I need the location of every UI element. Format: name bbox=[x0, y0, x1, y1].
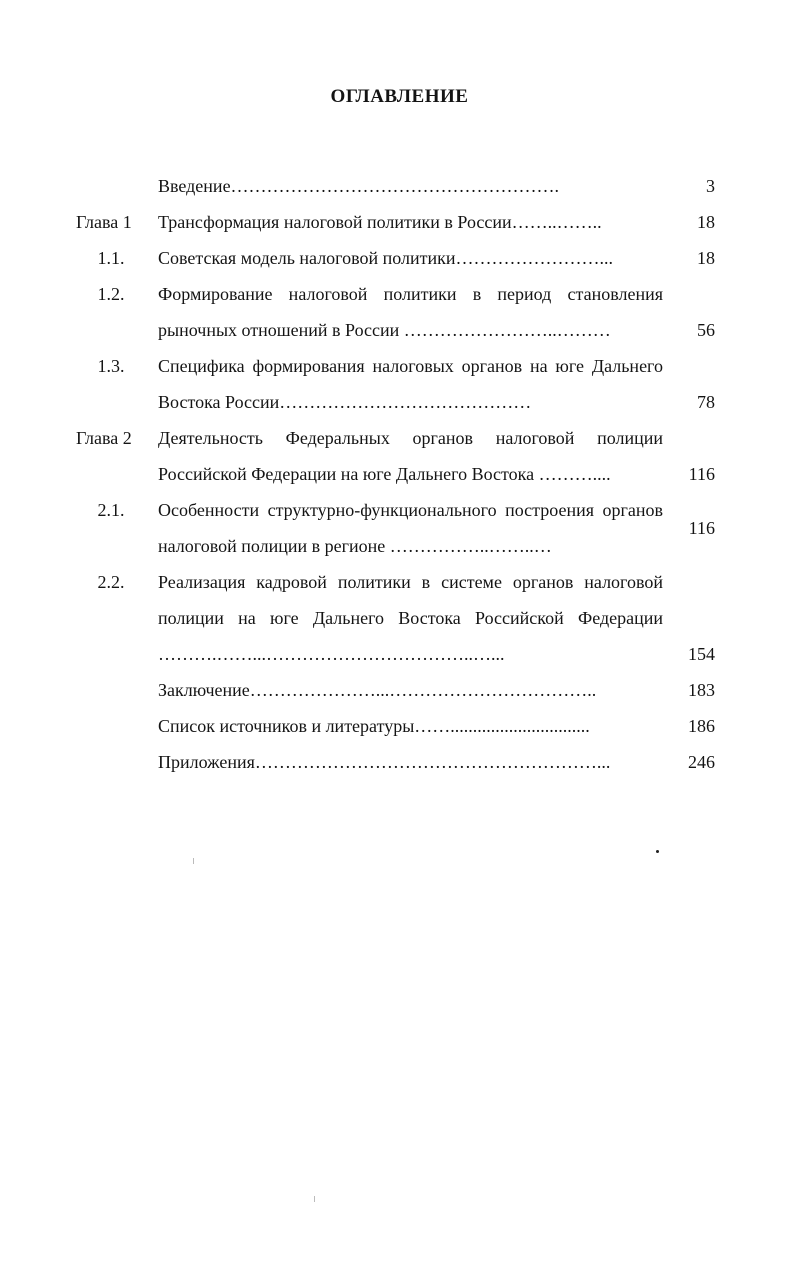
scan-speck bbox=[193, 858, 194, 864]
toc-entry-title: Список источников и литературы……............................... bbox=[158, 716, 590, 736]
toc-entry-section-1-1 bbox=[70, 240, 720, 276]
toc-entry-conclusion bbox=[70, 672, 720, 708]
toc-entry-title: Советская модель налоговой политики……………………... bbox=[158, 248, 614, 268]
page-title: ОГЛАВЛЕНИЕ bbox=[330, 86, 469, 107]
toc-entry-number bbox=[70, 672, 158, 708]
toc-entry-chapter-1 bbox=[70, 204, 720, 240]
toc-entry-number bbox=[70, 708, 158, 744]
toc-entry-page: 246 bbox=[688, 752, 715, 772]
toc-entry-number: 1.1. bbox=[97, 248, 125, 268]
toc-entry-introduction bbox=[70, 168, 720, 204]
toc-entry-section-1-3 bbox=[70, 348, 720, 420]
toc-entry-number: Глава 1 bbox=[76, 212, 132, 232]
toc-entry-title: Трансформация налоговой политики в России……..…….. bbox=[158, 212, 602, 232]
scan-speck bbox=[314, 1196, 315, 1202]
toc-entry-page: 18 bbox=[697, 212, 715, 232]
toc-entry-page: 116 bbox=[688, 518, 715, 538]
toc-entry-title: Приложения…………………………………………………... bbox=[158, 752, 611, 772]
toc-entry-page: 116 bbox=[688, 464, 715, 484]
toc-entry-title: Реализация кадровой политики в системе органов налоговой полиции на юге Дальнего Востока Российской Федерации ……….……...……………………………..…... bbox=[158, 572, 663, 664]
toc-entry-page: 154 bbox=[688, 644, 715, 664]
toc-entry-title: Особенности структурно-функционального построения органов налоговой полиции в регионе ……………..……..… bbox=[158, 500, 663, 556]
toc-entry-section-2-1 bbox=[70, 492, 720, 564]
toc-entry-page: 186 bbox=[688, 716, 715, 736]
toc-entry-page: 3 bbox=[706, 176, 715, 196]
toc-entry-number bbox=[70, 168, 158, 204]
toc-entry-number bbox=[70, 744, 158, 780]
toc-entry-page: 18 bbox=[697, 248, 715, 268]
toc-entry-section-2-2 bbox=[70, 564, 720, 672]
table-of-contents bbox=[70, 168, 720, 780]
scan-speck bbox=[656, 850, 659, 853]
toc-entry-title: Деятельность Федеральных органов налоговой полиции Российской Федерации на юге Дальнего Востока ……….... bbox=[158, 428, 663, 484]
toc-entry-title: Заключение…………………...…………………………….. bbox=[158, 680, 597, 700]
toc-entry-title: Формирование налоговой политики в период становления рыночных отношений в России ……………………..……… bbox=[158, 284, 663, 340]
toc-entry-chapter-2 bbox=[70, 420, 720, 492]
toc-entry-sources bbox=[70, 708, 720, 744]
toc-entry-section-1-2 bbox=[70, 276, 720, 348]
toc-entry-appendices bbox=[70, 744, 720, 780]
toc-entry-number: Глава 2 bbox=[76, 428, 132, 448]
toc-entry-number: 2.1. bbox=[97, 500, 125, 520]
toc-entry-page: 56 bbox=[697, 320, 715, 340]
toc-entry-number: 1.3. bbox=[97, 356, 125, 376]
toc-entry-number: 2.2. bbox=[97, 572, 125, 592]
toc-entry-number: 1.2. bbox=[97, 284, 125, 304]
toc-entry-page: 78 bbox=[697, 392, 715, 412]
toc-entry-page: 183 bbox=[688, 680, 715, 700]
toc-entry-title: Специфика формирования налоговых органов на юге Дальнего Востока России…………………………………… bbox=[158, 356, 663, 412]
toc-entry-title: Введение………………………………………………. bbox=[158, 176, 560, 196]
